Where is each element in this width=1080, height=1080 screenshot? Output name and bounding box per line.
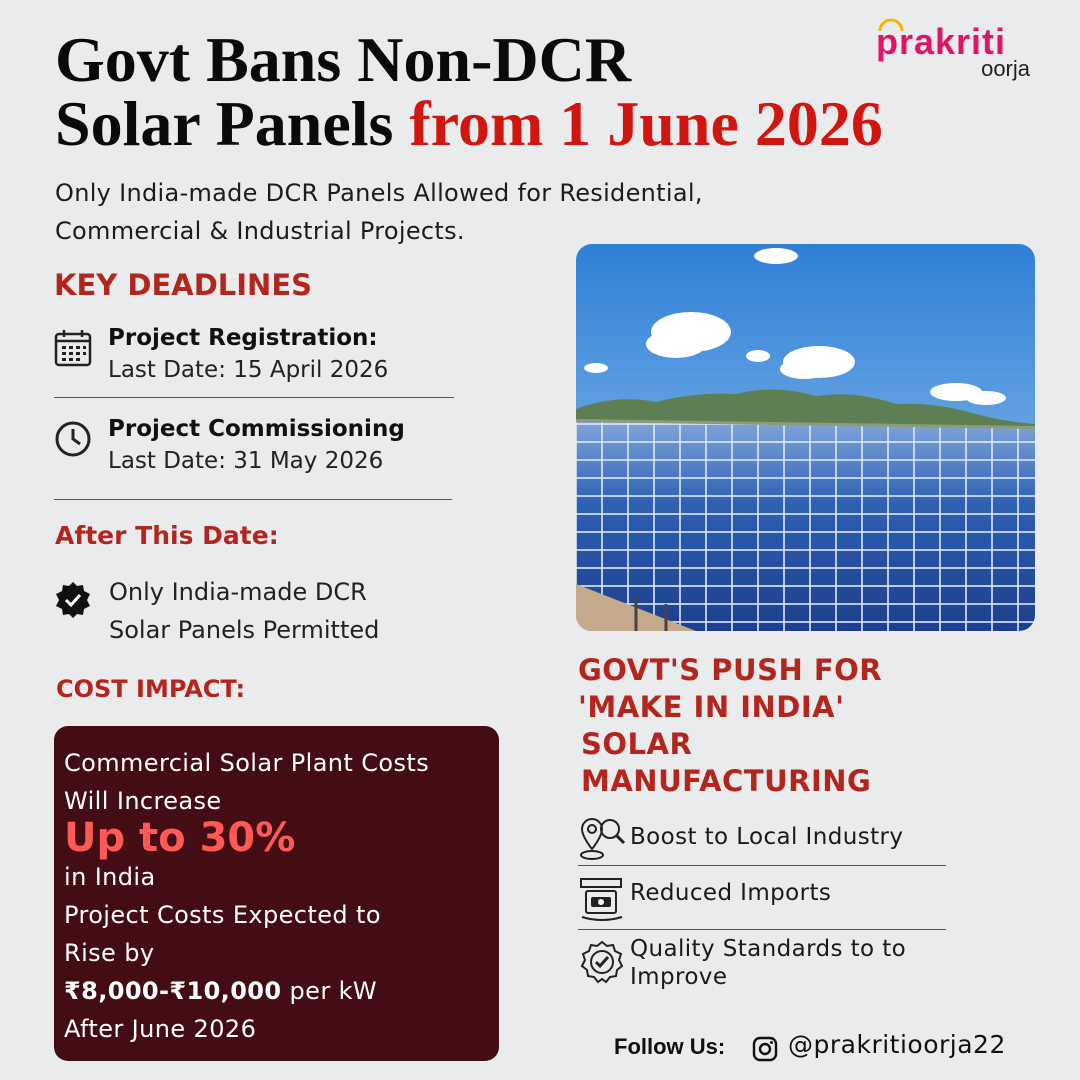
benefit-reduced-imports — [578, 875, 946, 923]
cost-impact-box — [54, 726, 499, 1061]
follow-label: Follow Us: — [614, 1034, 726, 1059]
title-line-2-black: Solar Panels — [55, 88, 410, 159]
cost-line-5: Rise by — [64, 939, 155, 967]
deadline-registration-label: Project Registration: — [108, 325, 378, 351]
instagram-icon[interactable] — [752, 1036, 778, 1062]
subtitle-line-1: Only India-made DCR Panels Allowed for Residential, — [55, 179, 703, 207]
deadline-commissioning — [54, 414, 454, 484]
title-line-1: Govt Bans Non-DCR — [55, 24, 632, 95]
cost-line-1: Commercial Solar Plant Costs — [64, 749, 430, 777]
divider — [578, 929, 946, 930]
title-line-2-red: from 1 June 2026 — [409, 88, 883, 159]
cost-increase-percent: Up to 30% — [64, 815, 296, 861]
benefit-local-industry — [578, 815, 946, 863]
subtitle-line-2: Commercial & Industrial Projects. — [55, 217, 465, 245]
cost-impact-heading: COST IMPACT: — [56, 675, 246, 703]
deadline-registration — [54, 323, 454, 393]
permitted-line-2: Solar Panels Permitted — [109, 616, 380, 644]
cost-line-4: Project Costs Expected to — [64, 901, 381, 929]
check-badge-icon — [54, 581, 92, 619]
cost-amount: ₹8,000-₹10,000 — [64, 977, 282, 1005]
instagram-handle-link[interactable]: @prakritioorja22 — [788, 1030, 1006, 1059]
logo-main-text: prakriti — [876, 21, 1007, 62]
import-ship-icon — [578, 875, 626, 923]
quality-badge-icon — [578, 939, 626, 987]
benefit-quality-line-2: Improve — [630, 964, 728, 990]
permitted-text — [109, 573, 379, 649]
logo-sun-icon — [876, 16, 906, 32]
deadline-commissioning-date: Last Date: 31 May 2026 — [108, 448, 384, 474]
make-in-india-heading — [578, 652, 1008, 800]
permitted-panels-note — [54, 573, 474, 653]
deadline-registration-date: Last Date: 15 April 2026 — [108, 357, 389, 383]
benefit-reduced-imports-text: Reduced Imports — [630, 880, 832, 906]
after-date-heading: After This Date: — [55, 521, 279, 550]
cost-line-3: in India — [64, 863, 156, 891]
cost-unit: per kW — [281, 977, 378, 1005]
brand-logo — [876, 21, 1046, 84]
cost-line-7: After June 2026 — [64, 1015, 257, 1043]
deadline-commissioning-label: Project Commissioning — [108, 416, 405, 442]
subtitle — [55, 174, 875, 250]
location-search-icon — [578, 815, 626, 863]
clock-icon — [54, 420, 92, 458]
solar-farm-illustration — [576, 244, 1035, 631]
benefit-quality-line-1: Quality Standards to to — [630, 936, 907, 962]
push-line-1: GOVT'S PUSH FOR — [578, 653, 883, 687]
title-line-2 — [55, 88, 955, 159]
permitted-line-1: Only India-made DCR — [109, 578, 367, 606]
page-title — [55, 24, 955, 159]
solar-farm-photo — [576, 244, 1035, 631]
cost-line-2: Will Increase — [64, 787, 222, 815]
key-deadlines-heading: KEY DEADLINES — [54, 268, 313, 302]
benefit-quality-standards — [578, 935, 946, 993]
calendar-icon — [54, 329, 92, 367]
divider — [578, 865, 946, 866]
push-line-4: MANUFACTURING — [581, 764, 872, 798]
benefit-local-industry-text: Boost to Local Industry — [630, 824, 904, 850]
cost-amount-line — [64, 972, 377, 1010]
divider — [54, 397, 454, 398]
logo-sub-text: oorja — [981, 56, 1030, 81]
benefit-quality-standards-text — [630, 935, 906, 991]
push-line-3: SOLAR — [581, 727, 693, 761]
divider — [54, 499, 452, 500]
push-line-2: 'MAKE IN INDIA' — [578, 690, 845, 724]
